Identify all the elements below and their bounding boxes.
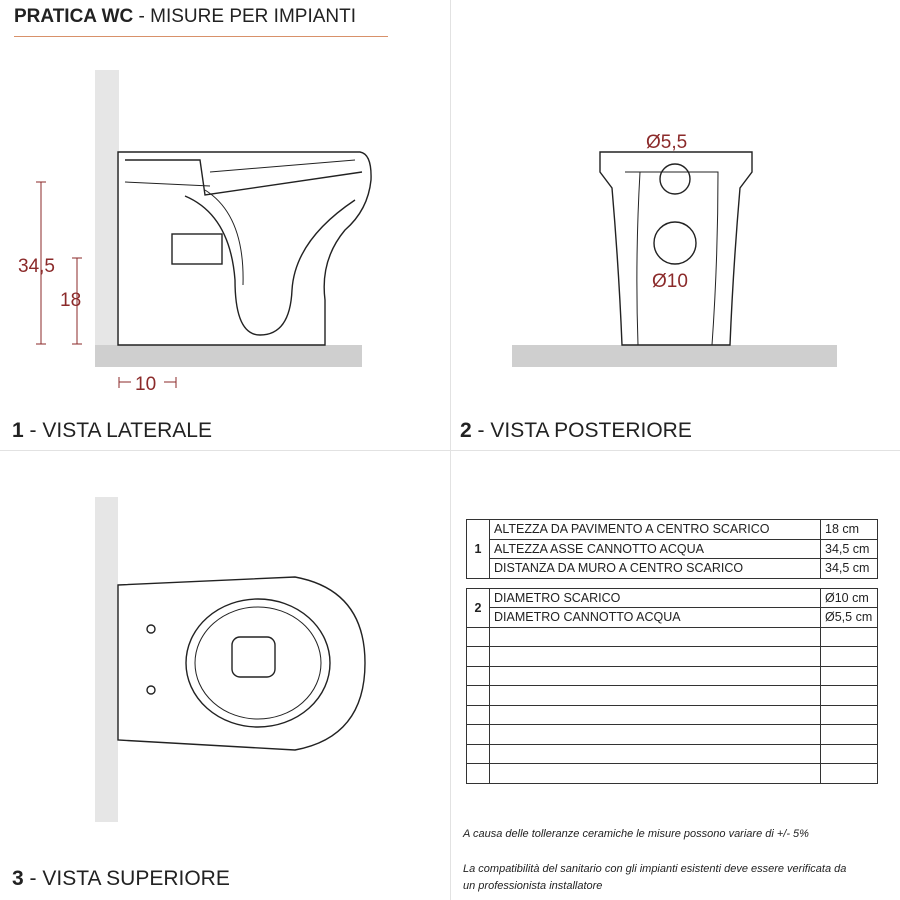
rear-view-flush-hole [660,164,690,194]
row-value: Ø5,5 cm [821,608,878,628]
empty-row [467,627,878,647]
compatibility-note-line-1: La compatibilità del sanitario con gli impianti esistenti deve essere verificata da [463,863,847,875]
group-index: 2 [467,588,490,627]
top-view-fixing-hole-2 [147,686,155,694]
side-view-rim [125,160,362,195]
empty-row [467,764,878,784]
side-view-body [118,152,371,345]
side-view-drawing [95,70,371,367]
group-index: 1 [467,520,490,579]
row-value: 18 cm [821,520,878,540]
product-name: PRATICA WC [14,6,134,27]
dimension-height-flush: 34,5 [18,256,55,277]
dimension-diameter-flush: Ø5,5 [646,132,688,153]
table-row [467,520,878,540]
dimension-wall-distance: 10 [135,374,157,395]
row-value: 34,5 cm [821,539,878,559]
tolerance-note: A causa delle tolleranze ceramiche le misure possono variare di +/- 5% [463,828,809,840]
measurements-table [466,519,878,784]
row-value: 34,5 cm [821,559,878,579]
row-description: DISTANZA DA MURO A CENTRO SCARICO [490,559,821,579]
top-view-seat [186,599,330,727]
title-separator: - [133,6,151,27]
table-spacer [467,578,878,588]
empty-row [467,666,878,686]
top-view-drawing [95,497,365,822]
side-view-drain-outlet [172,234,222,264]
side-view-floor [95,345,362,367]
caption-rear-view: 2 - VISTA POSTERIORE [460,419,692,442]
table-row [467,539,878,559]
empty-row [467,705,878,725]
row-description: ALTEZZA DA PAVIMENTO A CENTRO SCARICO [490,520,821,540]
empty-row [467,686,878,706]
row-description: DIAMETRO SCARICO [490,588,821,608]
row-description: ALTEZZA ASSE CANNOTTO ACQUA [490,539,821,559]
table-row [467,588,878,608]
empty-row [467,647,878,667]
rear-view-inner [625,172,718,345]
side-view-inner-bowl [205,190,243,285]
rear-view-floor [512,345,837,367]
top-view-drain [232,637,275,677]
table-row [467,608,878,628]
rear-view-drawing [512,152,837,367]
caption-top-view: 3 - VISTA SUPERIORE [12,867,230,890]
compatibility-note-line-2: un professionista installatore [463,880,603,892]
caption-side-view: 1 - VISTA LATERALE [12,419,212,442]
table-row [467,559,878,579]
row-value: Ø10 cm [821,588,878,608]
empty-row [467,725,878,745]
side-view-bowl [185,196,355,335]
row-description: DIAMETRO CANNOTTO ACQUA [490,608,821,628]
rear-view-drain-hole [654,222,696,264]
title-subtitle: MISURE PER IMPIANTI [150,6,357,27]
top-view-fixing-hole-1 [147,625,155,633]
top-view-bowl-rim [195,607,321,719]
dimension-height-drain: 18 [60,290,82,311]
top-view-outline [118,577,365,750]
empty-row [467,744,878,764]
side-view-seat-top [210,160,355,172]
side-view-wall [95,70,119,345]
dimension-diameter-drain: Ø10 [652,271,688,292]
top-view-wall [95,497,118,822]
rear-view-body [600,152,752,345]
side-view-flush-pipe [125,182,210,186]
